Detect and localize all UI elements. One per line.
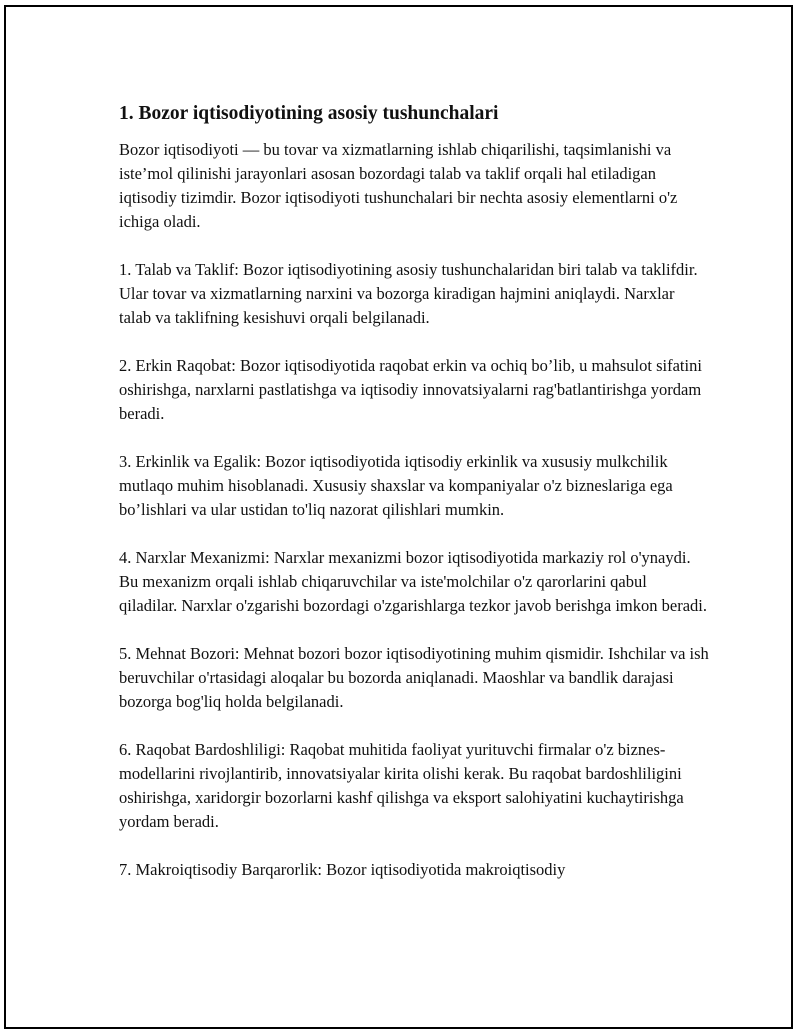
- paragraph-erkin-raqobat: 2. Erkin Raqobat: Bozor iqtisodiyotida raqobat erkin va ochiq bo’lib, u mahsulot sifatini oshirishga, narxlarni pastlatishga va iqtisodiy innovatsiyalarni rag'batlantirishga yordam beradi.: [119, 356, 702, 423]
- paragraph-makroiqtisodiy-barqarorlik: 7. Makroiqtisodiy Barqarorlik: Bozor iqtisodiyotida makroiqtisodiy: [119, 860, 566, 879]
- page-frame: [4, 5, 793, 1029]
- document-title: 1. Bozor iqtisodiyotining asosiy tushunchalari: [119, 103, 499, 124]
- paragraph-erkinlik-va-egalik: 3. Erkinlik va Egalik: Bozor iqtisodiyotida iqtisodiy erkinlik va xususiy mulkchilik mutlaqo muhim hisoblanadi. Xususiy shaxslar va kompaniyalar o'z bizneslariga ega bo’lishlari va ular ustidan to'liq nazorat qilishlari mumkin.: [119, 452, 673, 519]
- paragraph-talab-va-taklif: 1. Talab va Taklif: Bozor iqtisodiyotining asosiy tushunchalaridan biri talab va taklifdir. Ular tovar va xizmatlarning narxini va bozorga kiradigan hajmini aniqlaydi. Narxlar talab va taklifning kesishuvi orqali belgilanadi.: [119, 260, 698, 327]
- paragraph-intro: Bozor iqtisodiyoti — bu tovar va xizmatlarning ishlab chiqarilishi, taqsimlanishi va iste’mol qilinishi jarayonlari asosan bozordagi talab va taklif orqali hal etiladigan iqtisodiy tizimdir. Bozor iqtisodiyoti tushunchalari bir nechta asosiy elementlarni o'z ichiga oladi.: [119, 140, 678, 231]
- paragraph-mehnat-bozori: 5. Mehnat Bozori: Mehnat bozori bozor iqtisodiyotining muhim qismidir. Ishchilar va ish beruvchilar o'rtasidagi aloqalar bu bozorda aniqlanadi. Maoshlar va bandlik darajasi bozorga bog'liq holda belgilanadi.: [119, 644, 709, 711]
- document-body: [119, 99, 709, 882]
- paragraph-raqobat-bardoshliligi: 6. Raqobat Bardoshliligi: Raqobat muhitida faoliyat yurituvchi firmalar o'z biznes-modellarini rivojlantirib, innovatsiyalar kirita olishi kerak. Bu raqobat bardoshliligini oshirishga, xaridorgir bozorlarni kashf qilishga va eksport salohiyatini kuchaytirishga yordam beradi.: [119, 740, 684, 831]
- paragraph-narxlar-mexanizmi: 4. Narxlar Mexanizmi: Narxlar mexanizmi bozor iqtisodiyotida markaziy rol o'ynaydi. Bu mexanizm orqali ishlab chiqaruvchilar va iste'molchilar o'z qarorlarini qabul qiladilar. Narxlar o'zgarishi bozordagi o'zgarishlarga tezkor javob berishga imkon beradi.: [119, 548, 707, 615]
